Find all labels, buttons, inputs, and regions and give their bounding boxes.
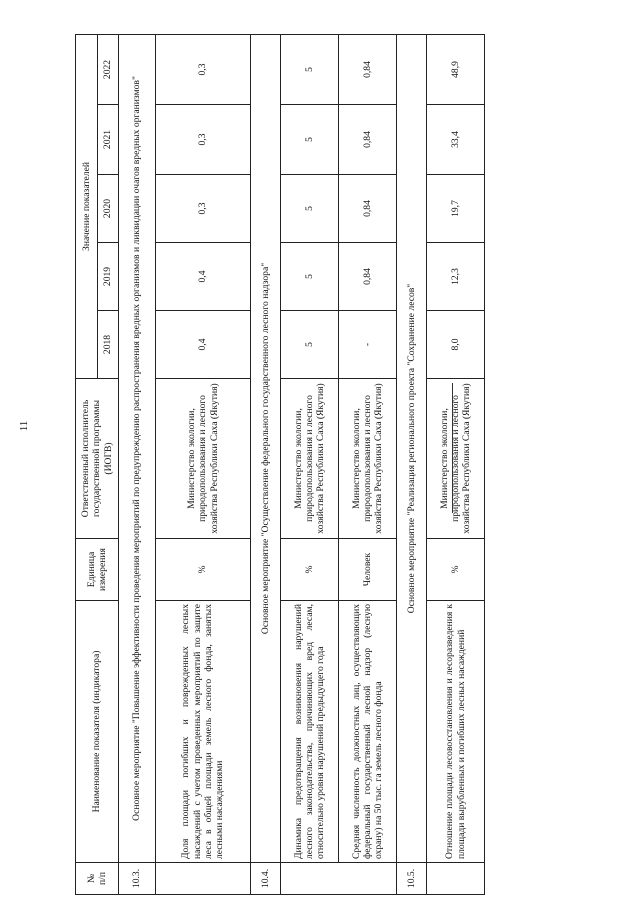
unit-cell: % [281,539,339,601]
value-cell: 0,4 [156,311,251,379]
col-unit-header: Единица измерения [76,539,119,601]
value-cell: 5 [281,34,339,104]
value-cell: 0,84 [339,175,397,243]
section-title: Основное мероприятие "Осуществление федерального государственного лесного надзора" [251,34,281,862]
executor-cell: Министерство экологии, природопользования и лесного хозяйства Республики Саха (Якутия) [427,379,485,539]
value-cell: 5 [281,311,339,379]
section-number: 10.4. [251,863,281,895]
year-header: 2018 [98,311,119,379]
indicator-name: Доля площади погибших и поврежденных лесных насаждений с учетом проведенных мероприятий по защите леса в общей площади земель лесного фонда, занятых лесными насаждениями [156,601,251,863]
value-cell: 0,3 [156,34,251,104]
value-cell: 8,0 [427,311,485,379]
year-header: 2021 [98,105,119,175]
section-title: Основное мероприятие "Реализация регионального проекта "Сохранение лесов" [397,34,427,862]
value-cell: 12,3 [427,243,485,311]
page-number: 11 [18,420,30,432]
rotated-table-container [75,35,635,895]
value-cell: 5 [281,243,339,311]
year-header: 2020 [98,175,119,243]
value-cell: 0,84 [339,243,397,311]
value-cell: 0,3 [156,105,251,175]
table-row [427,34,485,894]
table-row [339,34,397,894]
year-header: 2022 [98,34,119,104]
unit-cell: % [156,539,251,601]
col-name-header: Наименование показателя (индикатора) [76,601,119,863]
value-cell: - [339,311,397,379]
unit-cell: % [427,539,485,601]
value-cell: 48,9 [427,34,485,104]
value-cell: 0,84 [339,34,397,104]
section-title: Основное мероприятие "Повышение эффективности проведения мероприятий по предупреждению распространения вредных организмов и ликвидации очагов вредных организмов" [119,34,156,862]
value-cell: 5 [281,105,339,175]
executor-cell: Министерство экологии, природопользования и лесного хозяйства Республики Саха (Якутия) [156,379,251,539]
indicator-name: Средняя численность должностных лиц, осуществляющих федеральный государственный лесной надзор (лесную охрану) на 50 тыс. га земель лесного фонда [339,601,397,863]
value-cell: 0,84 [339,105,397,175]
value-cell: 5 [281,175,339,243]
col-num-header: № п/п [76,863,119,895]
section-number: 10.5. [397,863,427,895]
col-executor-header: Ответственный исполнитель государственной программы (ИОГВ) [76,379,119,539]
value-cell: 33,4 [427,105,485,175]
executor-cell: Министерство экологии, природопользования и лесного хозяйства Республики Саха (Якутия) [339,379,397,539]
unit-cell: Человек [339,539,397,601]
table-row [281,34,339,894]
values-group-header: Значение показателей [76,34,98,378]
indicator-name: Динамика предотвращения возникновения нарушений лесного законодательства, причиняющих вред лесам, относительно уровня нарушений предыдущего года [281,601,339,863]
executor-cell: Министерство экологии, природопользования и лесного хозяйства Республики Саха (Якутия) [281,379,339,539]
section-row [397,34,427,894]
section-number: 10.3. [119,863,156,895]
table-row [156,34,251,894]
value-cell: 0,3 [156,175,251,243]
year-header: 2019 [98,243,119,311]
value-cell: 0,4 [156,243,251,311]
section-row [251,34,281,894]
indicator-name: Отношение площади лесовосстановления и лесоразведения к площади вырубленных и погибших лесных насаждений [427,601,485,863]
indicators-table [75,34,485,895]
section-row [119,34,156,894]
value-cell: 19,7 [427,175,485,243]
